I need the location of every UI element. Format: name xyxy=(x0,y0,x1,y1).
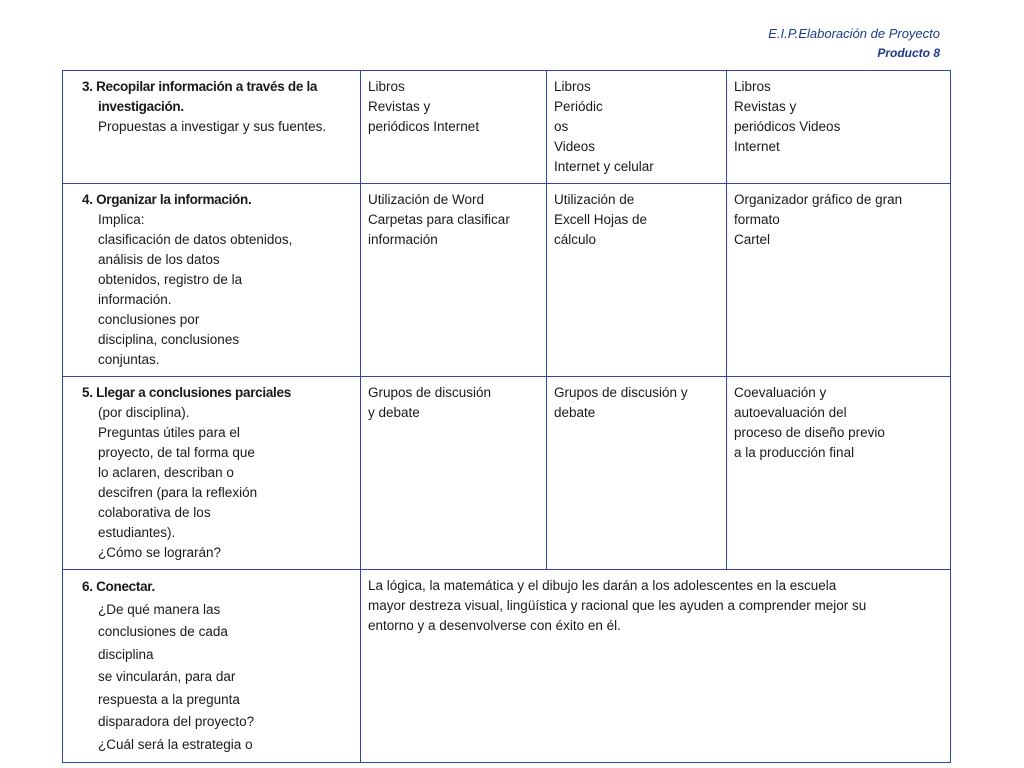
row-desc-line: descifren (para la reflexión xyxy=(98,485,258,500)
row-label-cell xyxy=(63,184,361,377)
cell-text: Libros xyxy=(368,79,405,94)
cell-text: La lógica, la matemática y el dibujo les darán a los adolescentes en la escuela xyxy=(368,578,837,593)
table-row xyxy=(63,71,951,184)
table-cell xyxy=(727,71,951,184)
row-desc-line: respuesta a la pregunta xyxy=(98,691,240,707)
cell-text: Periódic xyxy=(554,99,603,114)
merged-cell xyxy=(361,570,951,763)
table-row xyxy=(63,570,951,763)
cell-text: periódicos Internet xyxy=(368,119,480,134)
row-desc-line: clasificación de datos obtenidos, xyxy=(98,232,293,247)
row-desc-line: información. xyxy=(98,292,172,307)
row-desc-line: Implica: xyxy=(98,212,145,227)
project-table xyxy=(62,70,951,763)
cell-text: Libros xyxy=(554,79,591,94)
table-cell xyxy=(361,377,547,570)
row-desc-line: lo aclaren, describan o xyxy=(98,465,234,480)
cell-text: proceso de diseño previo xyxy=(734,425,885,440)
table-row xyxy=(63,184,951,377)
row-desc-line: conjuntas. xyxy=(98,352,160,367)
document-header-product: Producto 8 xyxy=(877,46,940,60)
cell-text: Libros xyxy=(734,79,771,94)
cell-text: cálculo xyxy=(554,232,597,247)
row-desc-line: disciplina, conclusiones xyxy=(98,332,240,347)
cell-text: Internet xyxy=(734,139,780,154)
cell-text: Excell Hojas de xyxy=(554,212,648,227)
cell-text: periódicos Videos xyxy=(734,119,841,134)
cell-text: Revistas y xyxy=(734,99,797,114)
row-label-cell xyxy=(63,71,361,184)
cell-text: formato xyxy=(734,212,780,227)
table-cell xyxy=(727,184,951,377)
cell-text: Coevaluación y xyxy=(734,385,827,400)
cell-text: Carpetas para clasificar xyxy=(368,212,510,227)
table-cell xyxy=(547,184,727,377)
row-desc-line: Propuestas a investigar y sus fuentes. xyxy=(98,119,327,134)
cell-text: Organizador gráfico de gran xyxy=(734,192,903,207)
cell-text: Utilización de xyxy=(554,192,635,207)
row-desc-line: obtenidos, registro de la xyxy=(98,272,243,287)
row-desc-line: colaborativa de los xyxy=(98,505,211,520)
row-title: 4. Organizar la información. xyxy=(82,192,252,207)
table-cell xyxy=(361,71,547,184)
row-title: 6. Conectar. xyxy=(82,579,155,594)
cell-text: entorno y a desenvolverse con éxito en él. xyxy=(368,618,621,633)
row-label-cell xyxy=(63,377,361,570)
row-desc-line: Preguntas útiles para el xyxy=(98,425,240,440)
row-title: 3. Recopilar información a través de la xyxy=(82,79,318,94)
cell-text: información xyxy=(368,232,438,247)
cell-text: Revistas y xyxy=(368,99,431,114)
row-desc-line: estudiantes). xyxy=(98,525,176,540)
cell-text: Grupos de discusión xyxy=(368,385,492,400)
table-row xyxy=(63,377,951,570)
cell-text: Internet y celular xyxy=(554,159,654,174)
table-cell xyxy=(361,184,547,377)
row-desc-line: ¿Cuál será la estrategia o xyxy=(98,736,253,752)
cell-text: Videos xyxy=(554,139,596,154)
cell-text: os xyxy=(554,119,569,134)
row-desc-line: ¿De qué manera las xyxy=(98,601,221,617)
row-desc-line: conclusiones por xyxy=(98,312,200,327)
table-cell xyxy=(547,377,727,570)
row-desc-line: proyecto, de tal forma que xyxy=(98,445,255,460)
row-label-cell xyxy=(63,570,361,763)
cell-text: Grupos de discusión y xyxy=(554,385,688,400)
row-desc-line: conclusiones de cada xyxy=(98,624,228,639)
row-title: 5. Llegar a conclusiones parciales xyxy=(82,385,291,400)
cell-text: a la producción final xyxy=(734,445,855,460)
row-desc-line: se vincularán, para dar xyxy=(98,669,236,684)
cell-text: Cartel xyxy=(734,232,771,247)
cell-text: y debate xyxy=(368,405,420,420)
cell-text: Utilización de Word xyxy=(368,192,485,207)
document-header-title: E.I.P.Elaboración de Proyecto xyxy=(768,26,940,41)
cell-text: mayor destreza visual, lingüística y racional que les ayuden a comprender mejor su xyxy=(368,598,867,613)
row-desc-line: disparadora del proyecto? xyxy=(98,714,255,729)
table-cell xyxy=(727,377,951,570)
row-desc-line: ¿Cómo se lograrán? xyxy=(98,545,222,560)
row-desc-line: (por disciplina). xyxy=(98,405,190,420)
row-desc-line: investigación. xyxy=(98,99,184,114)
row-desc-line: análisis de los datos xyxy=(98,252,220,267)
cell-text: autoevaluación del xyxy=(734,405,847,420)
row-desc-line: disciplina xyxy=(98,646,154,662)
cell-text: debate xyxy=(554,405,596,420)
table-cell xyxy=(547,71,727,184)
